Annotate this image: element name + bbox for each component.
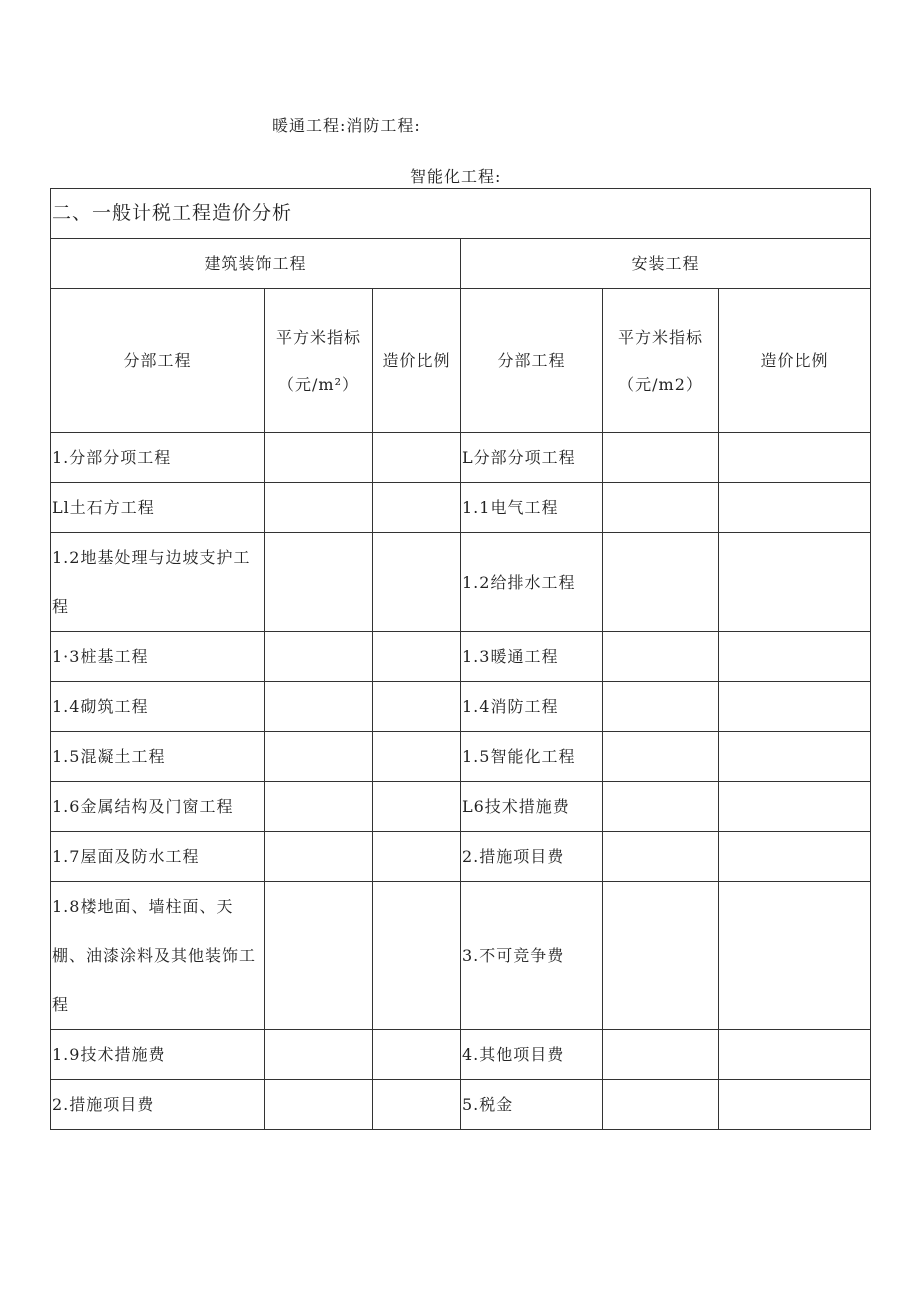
right-item: 1.5智能化工程 xyxy=(461,732,603,782)
left-item: 1.5混凝土工程 xyxy=(51,732,265,782)
right-ratio-cell[interactable] xyxy=(719,782,871,832)
right-ratio-cell[interactable] xyxy=(719,1030,871,1080)
left-index-cell[interactable] xyxy=(265,433,373,483)
group-installation: 安装工程 xyxy=(461,239,871,289)
left-ratio-cell[interactable] xyxy=(373,832,461,882)
left-ratio-cell[interactable] xyxy=(373,732,461,782)
col-header-right-index: 平方米指标（元/m2） xyxy=(603,289,719,433)
left-item: 1.分部分项工程 xyxy=(51,433,265,483)
col-header-left-sub: 分部工程 xyxy=(51,289,265,433)
left-item: 1.4砌筑工程 xyxy=(51,682,265,732)
left-ratio-cell[interactable] xyxy=(373,1030,461,1080)
left-ratio-cell[interactable] xyxy=(373,1080,461,1130)
header-line-intelligent: 智能化工程: xyxy=(410,167,502,186)
left-index-cell[interactable] xyxy=(265,782,373,832)
right-index-cell[interactable] xyxy=(603,533,719,632)
header-line-hvac-fire: 暖通工程:消防工程: xyxy=(272,116,421,135)
right-index-cell[interactable] xyxy=(603,433,719,483)
right-item: 1.1电气工程 xyxy=(461,483,603,533)
right-ratio-cell[interactable] xyxy=(719,732,871,782)
left-item: Ll土石方工程 xyxy=(51,483,265,533)
left-item: 2.措施项目费 xyxy=(51,1080,265,1130)
left-index-cell[interactable] xyxy=(265,533,373,632)
left-ratio-cell[interactable] xyxy=(373,483,461,533)
left-ratio-cell[interactable] xyxy=(373,782,461,832)
right-ratio-cell[interactable] xyxy=(719,682,871,732)
right-index-cell[interactable] xyxy=(603,632,719,682)
right-index-cell[interactable] xyxy=(603,732,719,782)
right-item: L分部分项工程 xyxy=(461,433,603,483)
left-item: 1.2地基处理与边坡支护工程 xyxy=(51,533,265,632)
right-index-cell[interactable] xyxy=(603,782,719,832)
left-index-cell[interactable] xyxy=(265,483,373,533)
right-ratio-cell[interactable] xyxy=(719,882,871,1030)
right-item: 2.措施项目费 xyxy=(461,832,603,882)
left-ratio-cell[interactable] xyxy=(373,433,461,483)
right-ratio-cell[interactable] xyxy=(719,483,871,533)
left-index-cell[interactable] xyxy=(265,1030,373,1080)
right-index-cell[interactable] xyxy=(603,882,719,1030)
right-ratio-cell[interactable] xyxy=(719,632,871,682)
left-item: 1.7屋面及防水工程 xyxy=(51,832,265,882)
right-item: 4.其他项目费 xyxy=(461,1030,603,1080)
col-header-right-ratio: 造价比例 xyxy=(719,289,871,433)
col-header-left-ratio: 造价比例 xyxy=(373,289,461,433)
left-ratio-cell[interactable] xyxy=(373,882,461,1030)
group-building-decoration: 建筑装饰工程 xyxy=(51,239,461,289)
right-item: 1.2给排水工程 xyxy=(461,533,603,632)
left-index-cell[interactable] xyxy=(265,882,373,1030)
right-index-cell[interactable] xyxy=(603,1080,719,1130)
right-item: 1.3暖通工程 xyxy=(461,632,603,682)
left-ratio-cell[interactable] xyxy=(373,533,461,632)
left-item: 1.6金属结构及门窗工程 xyxy=(51,782,265,832)
right-ratio-cell[interactable] xyxy=(719,433,871,483)
right-ratio-cell[interactable] xyxy=(719,533,871,632)
left-index-cell[interactable] xyxy=(265,732,373,782)
cost-analysis-table xyxy=(50,188,871,1130)
left-index-cell[interactable] xyxy=(265,1080,373,1130)
left-index-cell[interactable] xyxy=(265,682,373,732)
left-index-cell[interactable] xyxy=(265,832,373,882)
right-index-cell[interactable] xyxy=(603,832,719,882)
right-index-cell[interactable] xyxy=(603,483,719,533)
right-ratio-cell[interactable] xyxy=(719,832,871,882)
right-index-cell[interactable] xyxy=(603,1030,719,1080)
right-item: 3.不可竞争费 xyxy=(461,882,603,1030)
col-header-right-sub: 分部工程 xyxy=(461,289,603,433)
table-title: 二、一般计税工程造价分析 xyxy=(51,189,871,239)
left-index-cell[interactable] xyxy=(265,632,373,682)
left-item: 1.8楼地面、墙柱面、天棚、油漆涂料及其他装饰工程 xyxy=(51,882,265,1030)
left-item: 1.9技术措施费 xyxy=(51,1030,265,1080)
right-item: L6技术措施费 xyxy=(461,782,603,832)
right-ratio-cell[interactable] xyxy=(719,1080,871,1130)
left-item: 1·3桩基工程 xyxy=(51,632,265,682)
right-item: 5.税金 xyxy=(461,1080,603,1130)
left-ratio-cell[interactable] xyxy=(373,632,461,682)
right-item: 1.4消防工程 xyxy=(461,682,603,732)
right-index-cell[interactable] xyxy=(603,682,719,732)
col-header-left-index: 平方米指标（元/m²） xyxy=(265,289,373,433)
left-ratio-cell[interactable] xyxy=(373,682,461,732)
